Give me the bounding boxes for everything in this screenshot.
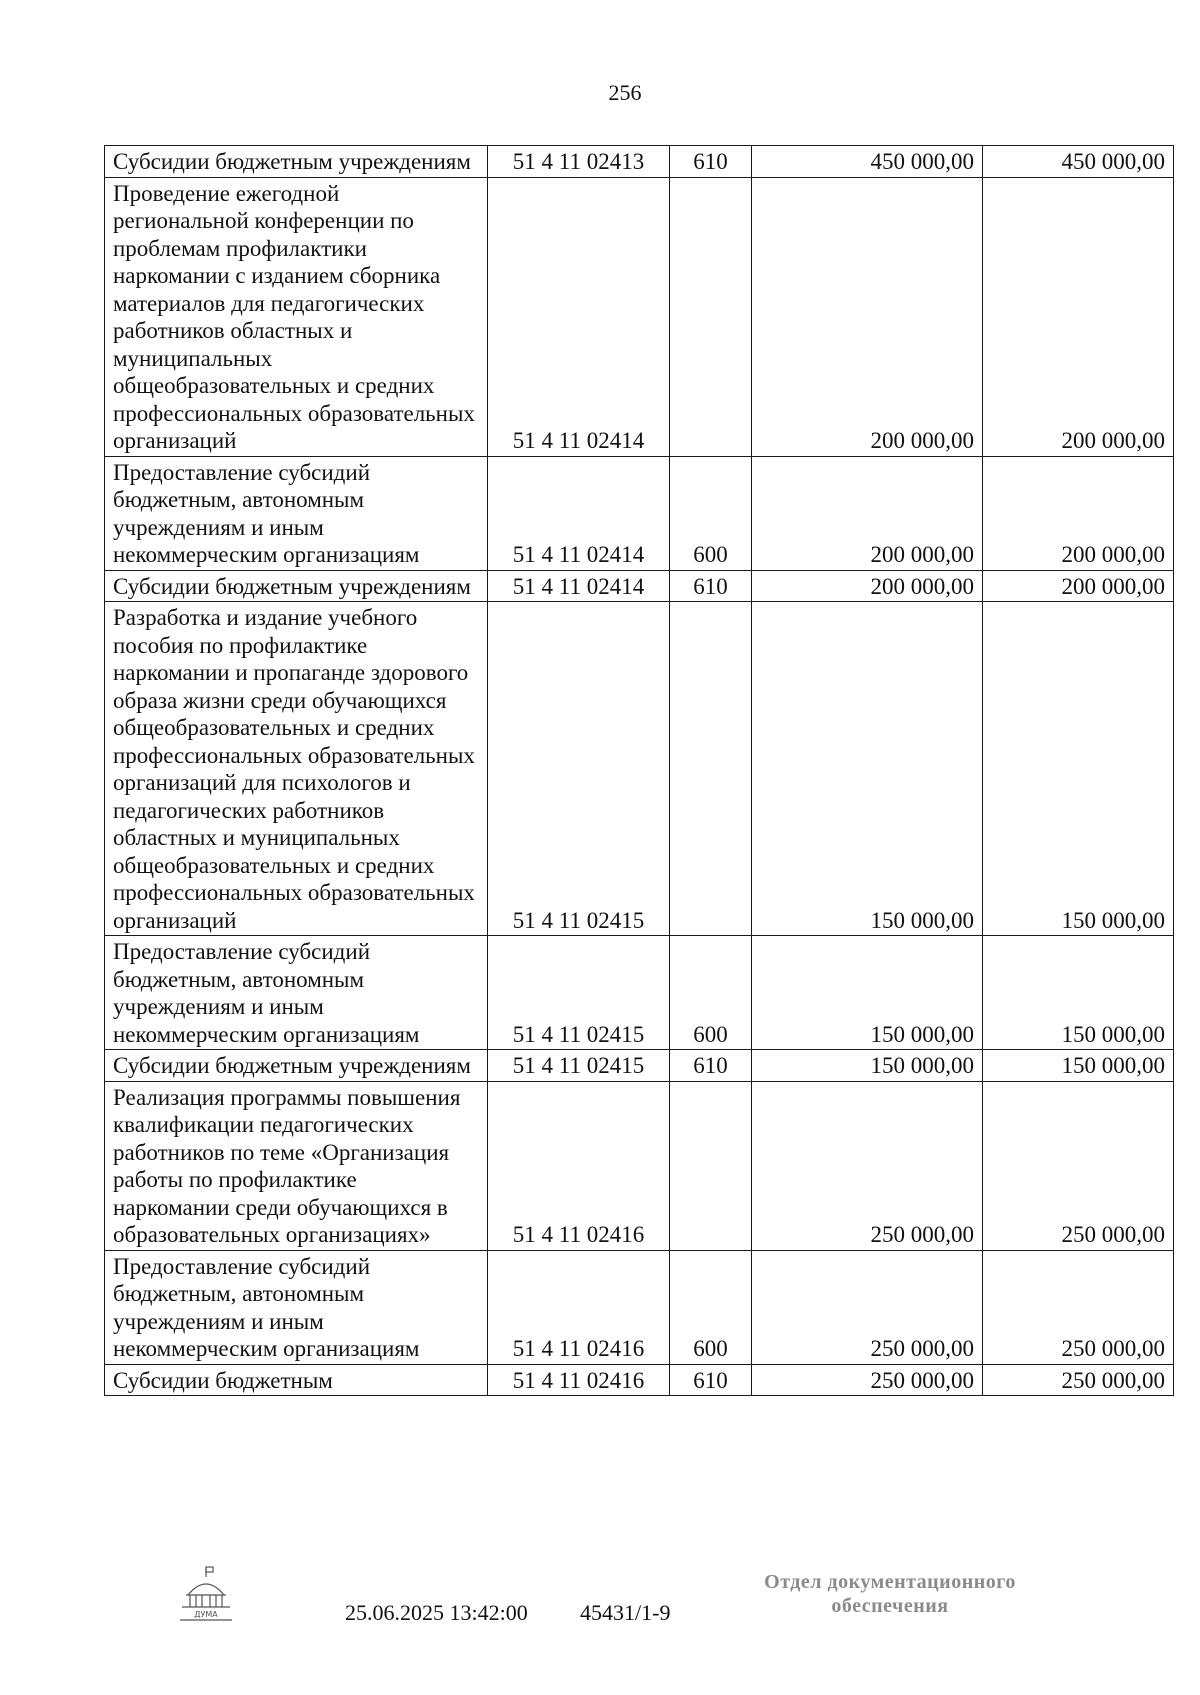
- table-row: [105, 570, 1174, 602]
- row-name-cell: Предоставление субсидий бюджетным, автономным учреждениям и иным некоммерческим организациям: [105, 456, 488, 570]
- row-amount-1-cell: 200 000,00: [752, 456, 983, 570]
- row-code-cell: 51 4 11 02415: [488, 602, 670, 936]
- row-amount-2-cell: 150 000,00: [983, 602, 1174, 936]
- table-row: [105, 1050, 1174, 1082]
- row-amount-1-cell: 200 000,00: [752, 177, 983, 456]
- row-name-cell: Проведение ежегодной региональной конференции по проблемам профилактики наркомании с изданием сборника материалов для педагогических работников областных и муниципальных общеобразовательных и средних профессиональных образовательных организаций: [105, 177, 488, 456]
- row-name-cell: Предоставление субсидий бюджетным, автономным учреждениям и иным некоммерческим организациям: [105, 1250, 488, 1364]
- row-code-cell: 51 4 11 02415: [488, 936, 670, 1050]
- row-amount-2-cell: 150 000,00: [983, 1050, 1174, 1082]
- row-amount-1-cell: 200 000,00: [752, 570, 983, 602]
- row-code-cell: 51 4 11 02415: [488, 1050, 670, 1082]
- row-amount-2-cell: 250 000,00: [983, 1364, 1174, 1396]
- row-expense-type-cell: 610: [670, 1364, 752, 1396]
- row-amount-1-cell: 150 000,00: [752, 602, 983, 936]
- row-name-cell: Реализация программы повышения квалификации педагогических работников по теме «Организация работы по профилактике наркомании среди обучающихся в образовательных организациях»: [105, 1081, 488, 1250]
- row-name-cell: Субсидии бюджетным учреждениям: [105, 1050, 488, 1082]
- row-expense-type-cell: 600: [670, 456, 752, 570]
- row-name-cell: Субсидии бюджетным учреждениям: [105, 570, 488, 602]
- logo-text: ДУМА: [194, 1610, 218, 1619]
- row-code-cell: 51 4 11 02414: [488, 570, 670, 602]
- table-row: [105, 936, 1174, 1050]
- duma-logo-icon: [178, 1565, 234, 1623]
- row-name-cell: Предоставление субсидий бюджетным, автономным учреждениям и иным некоммерческим организациям: [105, 936, 488, 1050]
- row-code-cell: 51 4 11 02414: [488, 456, 670, 570]
- row-amount-2-cell: 250 000,00: [983, 1250, 1174, 1364]
- row-amount-1-cell: 450 000,00: [752, 146, 983, 178]
- table-row: [105, 1081, 1174, 1250]
- stamp-line-1: Отдел документационного: [764, 1571, 1016, 1593]
- table-row: [105, 177, 1174, 456]
- row-code-cell: 51 4 11 02414: [488, 177, 670, 456]
- row-amount-2-cell: 150 000,00: [983, 936, 1174, 1050]
- row-amount-2-cell: 200 000,00: [983, 570, 1174, 602]
- table-row: [105, 1250, 1174, 1364]
- row-amount-1-cell: 150 000,00: [752, 936, 983, 1050]
- table-row: [105, 1364, 1174, 1396]
- row-amount-1-cell: 150 000,00: [752, 1050, 983, 1082]
- row-name-cell: Субсидии бюджетным: [105, 1364, 488, 1396]
- row-code-cell: 51 4 11 02416: [488, 1364, 670, 1396]
- row-code-cell: 51 4 11 02416: [488, 1250, 670, 1364]
- row-amount-2-cell: 250 000,00: [983, 1081, 1174, 1250]
- row-expense-type-cell: [670, 1081, 752, 1250]
- row-amount-1-cell: 250 000,00: [752, 1250, 983, 1364]
- row-code-cell: 51 4 11 02416: [488, 1081, 670, 1250]
- row-expense-type-cell: 610: [670, 1050, 752, 1082]
- table-row: [105, 602, 1174, 936]
- row-code-cell: 51 4 11 02413: [488, 146, 670, 178]
- budget-table: [104, 145, 1174, 1396]
- row-expense-type-cell: [670, 602, 752, 936]
- budget-table-body: [105, 146, 1174, 1396]
- row-name-cell: Субсидии бюджетным учреждениям: [105, 146, 488, 178]
- stamp-line-2: обеспечения: [831, 1595, 949, 1617]
- footer-datetime: 25.06.2025 13:42:00: [345, 1600, 528, 1625]
- table-row: [105, 456, 1174, 570]
- row-amount-1-cell: 250 000,00: [752, 1081, 983, 1250]
- row-amount-1-cell: 250 000,00: [752, 1364, 983, 1396]
- department-stamp: [740, 1570, 1040, 1618]
- row-expense-type-cell: 600: [670, 936, 752, 1050]
- page-number: 256: [608, 80, 642, 105]
- row-amount-2-cell: 450 000,00: [983, 146, 1174, 178]
- table-row: [105, 146, 1174, 178]
- row-expense-type-cell: [670, 177, 752, 456]
- row-expense-type-cell: 610: [670, 570, 752, 602]
- row-amount-2-cell: 200 000,00: [983, 456, 1174, 570]
- row-expense-type-cell: 610: [670, 146, 752, 178]
- row-amount-2-cell: 200 000,00: [983, 177, 1174, 456]
- row-expense-type-cell: 600: [670, 1250, 752, 1364]
- footer-document-number: 45431/1-9: [580, 1600, 671, 1625]
- row-name-cell: Разработка и издание учебного пособия по профилактике наркомании и пропаганде здорового образа жизни среди обучающихся общеобразовательных и средних профессиональных образовательных организаций для психологов и педагогических работников областных и муниципальных общеобразовательных и средних профессиональных образовательных организаций: [105, 602, 488, 936]
